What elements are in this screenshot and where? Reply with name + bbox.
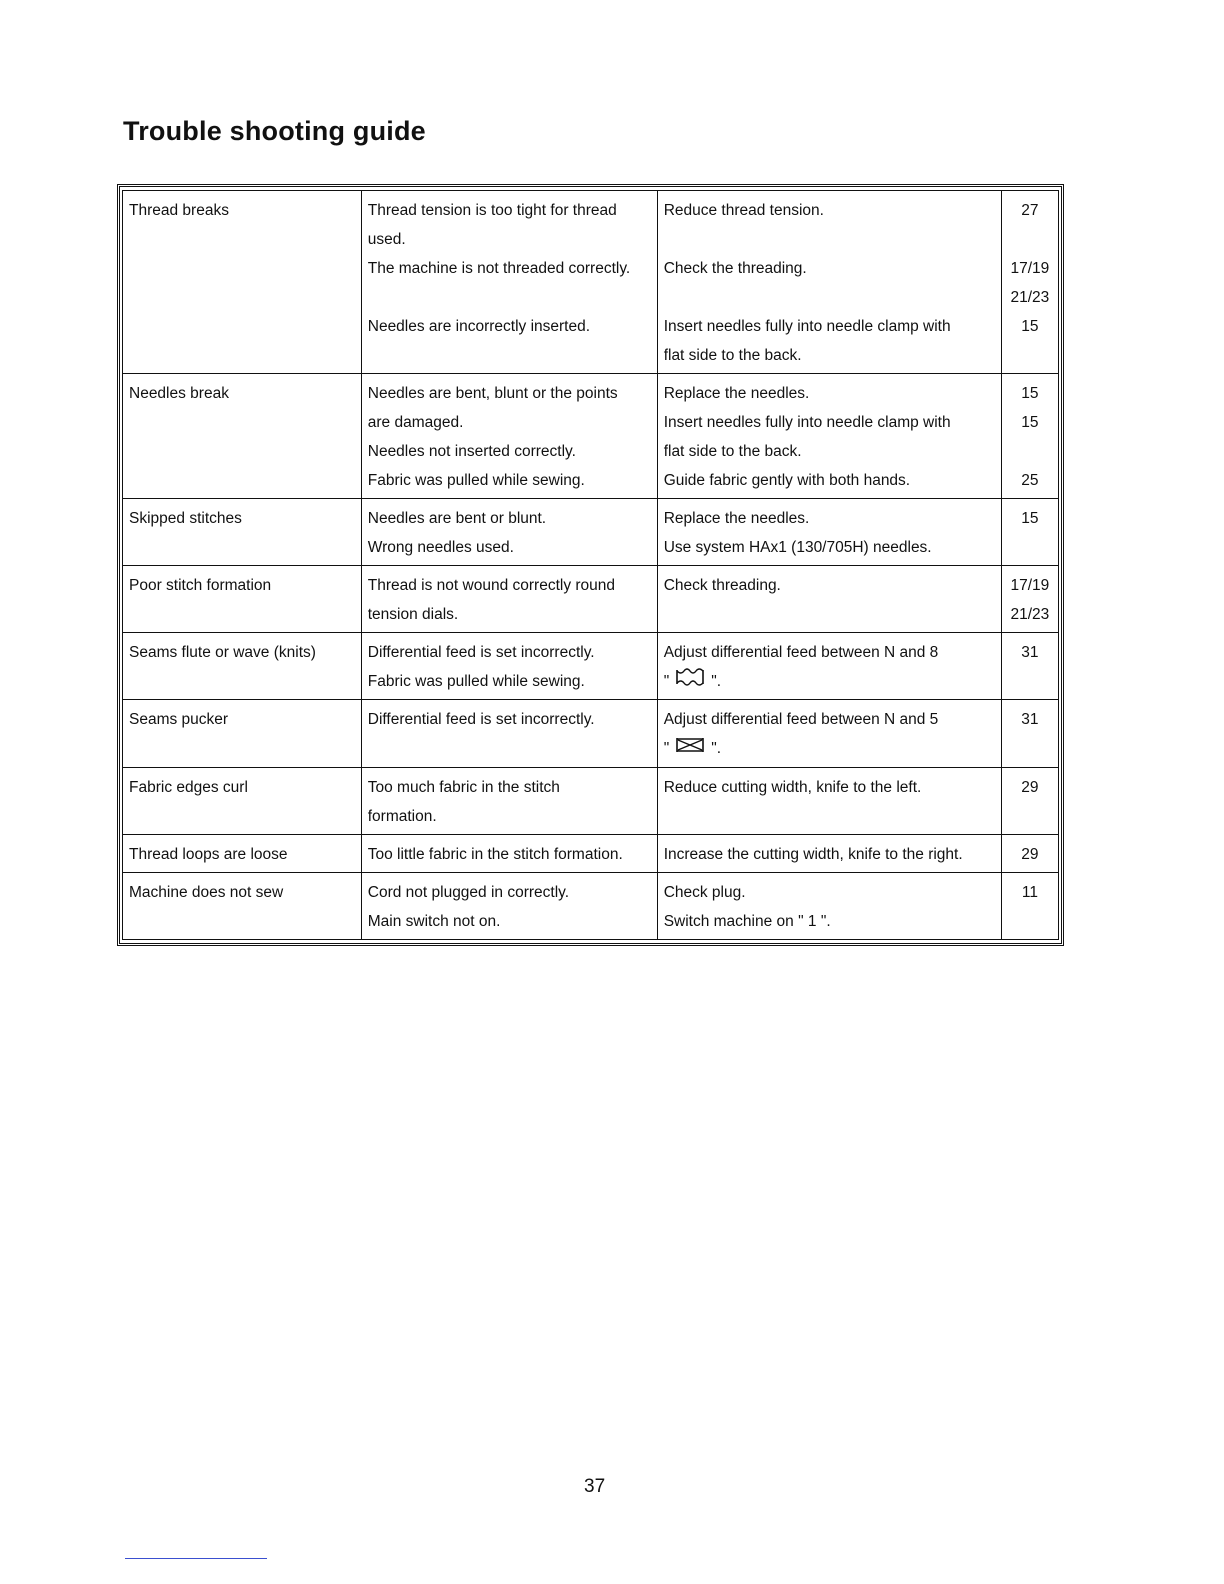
- page-title: Trouble shooting guide: [123, 116, 426, 146]
- cause-cell: [361, 499, 657, 566]
- cause-line: Thread tension is too tight for thread: [367, 202, 617, 219]
- cause-line: Thread is not wound correctly round: [367, 577, 616, 594]
- problem-cell: [123, 767, 362, 834]
- cause-line: Fabric was pulled while sewing.: [367, 673, 585, 690]
- page-ref: [1008, 437, 1052, 466]
- remedy-line: Check the threading.: [663, 260, 807, 277]
- problem-cell: [123, 633, 362, 700]
- cause-line: Needles are incorrectly inserted.: [367, 318, 591, 335]
- cause-line: Needles are bent, blunt or the points: [367, 385, 618, 402]
- remedy-line: Insert needles fully into needle clamp with: [663, 414, 951, 431]
- table-row: [123, 191, 1059, 374]
- cause-cell: [361, 767, 657, 834]
- problem-text: Thread loops are loose: [129, 845, 288, 863]
- table-row: [123, 872, 1059, 939]
- page-ref: 31: [1021, 711, 1039, 729]
- cause-line: Too much fabric in the stitch: [367, 778, 560, 796]
- remedy-line: Check plug.: [663, 883, 746, 901]
- remedy-line: Reduce thread tension.: [663, 202, 824, 219]
- problem-text: Thread breaks: [129, 202, 229, 219]
- page-ref: 15: [1021, 385, 1039, 402]
- page-ref-cell: [1001, 834, 1058, 872]
- problem-text: Fabric edges curl: [129, 778, 248, 796]
- cause-cell: [361, 633, 657, 700]
- page-number: 37: [584, 1476, 606, 1497]
- problem-text: Poor stitch formation: [129, 577, 272, 594]
- page-ref-cell: [1001, 700, 1058, 767]
- problem-text: Machine does not sew: [129, 883, 284, 901]
- remedy-line: [664, 283, 995, 312]
- remedy-line: Adjust differential feed between N and 5: [663, 711, 939, 729]
- page-ref-cell: [1001, 633, 1058, 700]
- table-row: [123, 633, 1059, 700]
- page-ref-cell: [1001, 767, 1058, 834]
- table-row: [123, 767, 1059, 834]
- page-ref: 15: [1021, 318, 1039, 335]
- cause-line: Cord not plugged in correctly.: [367, 883, 570, 901]
- problem-cell: [123, 374, 362, 499]
- page-ref: 15: [1021, 414, 1039, 431]
- problem-text: Seams pucker: [129, 711, 229, 729]
- cause-line: Fabric was pulled while sewing.: [367, 472, 585, 489]
- problem-cell: [123, 191, 362, 374]
- remedy-symbol-line: [664, 667, 995, 696]
- page-ref: 15: [1021, 510, 1039, 527]
- quote-open: ": [663, 673, 670, 690]
- page-ref: 29: [1021, 778, 1039, 796]
- cause-line: [368, 283, 651, 312]
- problem-cell: [123, 872, 362, 939]
- cause-line: are damaged.: [367, 414, 464, 431]
- cause-line: Main switch not on.: [367, 912, 501, 930]
- page-ref: 17/19: [1010, 260, 1050, 277]
- cause-cell: [361, 374, 657, 499]
- cause-line: Differential feed is set incorrectly.: [367, 644, 595, 661]
- remedy-line: Insert needles fully into needle clamp with: [663, 318, 951, 335]
- remedy-line: flat side to the back.: [663, 347, 802, 364]
- remedy-line: flat side to the back.: [663, 443, 802, 460]
- problem-text: Needles break: [129, 385, 229, 402]
- problem-text: Skipped stitches: [129, 510, 242, 527]
- table-row: [123, 834, 1059, 872]
- page-ref-cell: [1001, 872, 1058, 939]
- quote-close: ".: [711, 740, 722, 758]
- page-ref: 17/19: [1010, 577, 1050, 594]
- page-ref: 27: [1021, 202, 1039, 219]
- table-row: [123, 700, 1059, 767]
- remedy-line: Increase the cutting width, knife to the right.: [663, 845, 963, 863]
- cause-line: Needles not inserted correctly.: [367, 443, 576, 460]
- remedy-line: Guide fabric gently with both hands.: [663, 472, 911, 489]
- page-ref: [1008, 225, 1052, 254]
- problem-cell: [123, 499, 362, 566]
- remedy-line: Switch machine on " 1 ".: [663, 912, 831, 930]
- remedy-cell: [657, 566, 1001, 633]
- page-ref: 21/23: [1010, 606, 1050, 623]
- page-ref-cell: [1001, 374, 1058, 499]
- remedy-cell: [657, 633, 1001, 700]
- remedy-cell: [657, 872, 1001, 939]
- cause-line: Wrong needles used.: [367, 539, 514, 556]
- page-ref-cell: [1001, 191, 1058, 374]
- cause-cell: [361, 700, 657, 767]
- cause-line: formation.: [367, 807, 437, 825]
- cause-line: tension dials.: [367, 606, 459, 623]
- remedy-line: Adjust differential feed between N and 8: [663, 644, 939, 661]
- problem-cell: [123, 834, 362, 872]
- remedy-cell: [657, 499, 1001, 566]
- cause-cell: [361, 566, 657, 633]
- remedy-line: [664, 225, 995, 254]
- problem-text: Seams flute or wave (knits): [129, 644, 316, 661]
- page-ref-cell: [1001, 566, 1058, 633]
- quote-open: ": [663, 740, 670, 758]
- remedy-line: Replace the needles.: [663, 510, 810, 527]
- table-row: [123, 374, 1059, 499]
- problem-cell: [123, 566, 362, 633]
- remedy-symbol-line: [664, 734, 995, 763]
- remedy-line: Reduce cutting width, knife to the left.: [663, 778, 922, 796]
- page-ref-cell: [1001, 499, 1058, 566]
- cause-cell: [361, 872, 657, 939]
- cause-cell: [361, 834, 657, 872]
- remedy-cell: [657, 767, 1001, 834]
- remedy-cell: [657, 834, 1001, 872]
- cause-cell: [361, 191, 657, 374]
- troubleshooting-table: [122, 190, 1059, 940]
- troubleshooting-table-body: [123, 191, 1059, 940]
- remedy-line: Replace the needles.: [663, 385, 810, 402]
- gathered-seam-icon: [675, 735, 705, 764]
- quote-close: ".: [711, 673, 722, 690]
- remedy-line: Use system HAx1 (130/705H) needles.: [663, 539, 932, 556]
- page-ref: 11: [1021, 883, 1038, 901]
- wavy-seam-icon: [675, 667, 705, 696]
- footer-rule: [125, 1558, 267, 1559]
- cause-line: Needles are bent or blunt.: [367, 510, 547, 527]
- remedy-cell: [657, 191, 1001, 374]
- table-row: [123, 566, 1059, 633]
- cause-line: Too little fabric in the stitch formation.: [367, 845, 623, 863]
- cause-line: Differential feed is set incorrectly.: [367, 711, 595, 729]
- problem-cell: [123, 700, 362, 767]
- cause-line: used.: [367, 231, 406, 248]
- remedy-cell: [657, 374, 1001, 499]
- page-ref: 29: [1021, 845, 1039, 863]
- remedy-cell: [657, 700, 1001, 767]
- cause-line: The machine is not threaded correctly.: [367, 260, 631, 277]
- table-row: [123, 499, 1059, 566]
- page-ref: 31: [1021, 644, 1039, 661]
- page-ref: 21/23: [1010, 289, 1050, 306]
- remedy-line: Check threading.: [663, 577, 781, 594]
- page-ref: 25: [1021, 472, 1039, 489]
